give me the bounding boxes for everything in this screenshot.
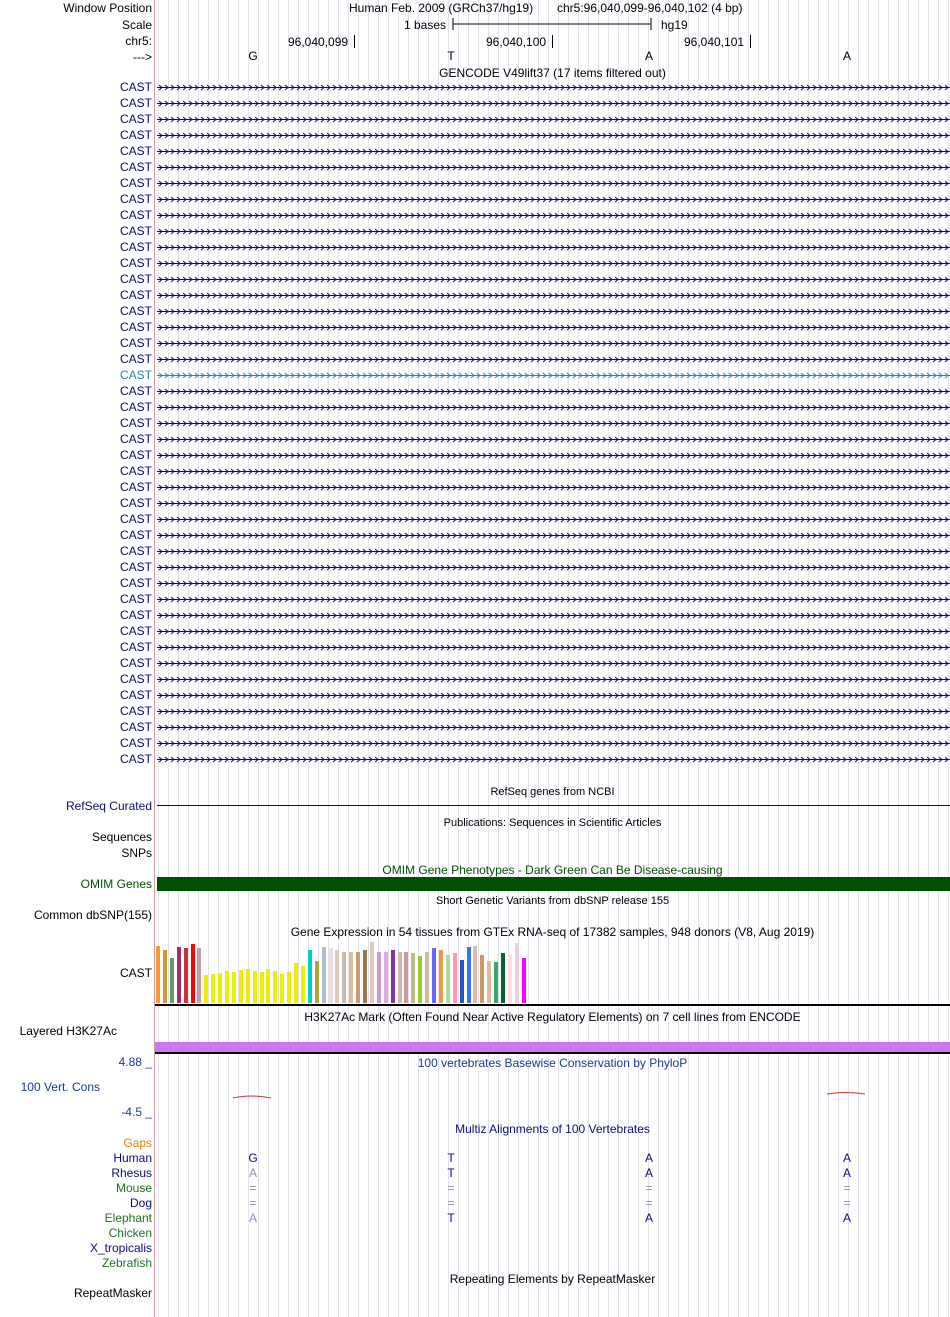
gencode-transcript-label[interactable]: CAST xyxy=(119,592,152,606)
gencode-transcript-line[interactable] xyxy=(157,533,950,538)
gencode-transcript-label[interactable]: CAST xyxy=(119,144,152,158)
gencode-transcript-line[interactable] xyxy=(157,293,950,298)
gencode-transcript-line[interactable] xyxy=(157,549,950,554)
gtex-tissue-bar[interactable] xyxy=(391,950,395,1003)
gtex-tissue-bar[interactable] xyxy=(197,948,201,1003)
common-dbsnp-label[interactable]: Common dbSNP(155) xyxy=(33,908,152,922)
gtex-track-title[interactable]: Gene Expression in 54 tissues from GTEx RNA-seq of 17382 samples, 948 donors (V8, Aug 2019) xyxy=(290,925,815,939)
gtex-tissue-bar[interactable] xyxy=(225,971,229,1003)
gencode-transcript-line[interactable] xyxy=(157,741,950,746)
gtex-tissue-bar[interactable] xyxy=(377,952,381,1003)
gtex-tissue-bar[interactable] xyxy=(315,961,319,1003)
alignment-base: T xyxy=(447,1211,455,1225)
chrom-label: chr5: xyxy=(125,34,152,48)
gencode-transcript-line[interactable] xyxy=(157,437,950,442)
alignment-base: G xyxy=(248,1151,258,1165)
alignment-base: A xyxy=(248,1211,257,1225)
alignment-base: = xyxy=(843,1181,851,1195)
gencode-transcript-label[interactable]: CAST xyxy=(119,672,152,686)
gtex-tissue-bar[interactable] xyxy=(480,955,484,1003)
gencode-transcript-line[interactable] xyxy=(157,101,950,106)
gencode-transcript-line[interactable] xyxy=(157,309,950,314)
gencode-transcript-line[interactable] xyxy=(157,165,950,170)
gencode-transcript-label[interactable]: CAST xyxy=(119,512,152,526)
gencode-transcript-label[interactable]: CAST xyxy=(119,480,152,494)
gencode-transcript-label[interactable]: CAST xyxy=(119,272,152,286)
gtex-tissue-bar[interactable] xyxy=(501,953,505,1003)
coord-label-3: 96,040,101 xyxy=(684,35,745,49)
h3k27ac-track-title[interactable]: H3K27Ac Mark (Often Found Near Active Regulatory Elements) on 7 cell lines from ENCODE xyxy=(304,1010,801,1024)
scale-bar xyxy=(452,17,654,31)
gencode-transcript-line[interactable] xyxy=(157,357,950,362)
alignment-base: A xyxy=(644,1166,653,1180)
gtex-tissue-bar[interactable] xyxy=(280,974,284,1003)
gencode-transcript-line[interactable] xyxy=(157,325,950,330)
gtex-tissue-bar[interactable] xyxy=(163,950,167,1003)
gencode-transcript-label[interactable]: CAST xyxy=(119,528,152,542)
multiz-track-title[interactable]: Multiz Alignments of 100 Vertebrates xyxy=(455,1122,650,1136)
vert-cons-label[interactable]: 100 Vert. Cons xyxy=(20,1080,100,1094)
species-label-dog[interactable]: Dog xyxy=(129,1196,152,1210)
gtex-tissue-bar[interactable] xyxy=(494,962,498,1003)
gencode-transcript-label[interactable]: CAST xyxy=(119,336,152,350)
alignment-base: = xyxy=(249,1181,257,1195)
gtex-tissue-bar[interactable] xyxy=(308,950,312,1003)
gencode-transcript-label[interactable]: CAST xyxy=(119,80,152,94)
gencode-transcript-label[interactable]: CAST xyxy=(119,352,152,366)
gtex-tissue-bar[interactable] xyxy=(522,958,526,1003)
gtex-tissue-bar[interactable] xyxy=(384,952,388,1003)
gtex-tissue-bar[interactable] xyxy=(418,956,422,1003)
gencode-transcript-label[interactable]: CAST xyxy=(119,224,152,238)
dbsnp-track-title[interactable]: Short Genetic Variants from dbSNP release 155 xyxy=(435,895,670,907)
gtex-bar-chart[interactable] xyxy=(156,941,556,1003)
alignment-base: = xyxy=(447,1181,455,1195)
gencode-transcript-line[interactable] xyxy=(157,709,950,714)
phylop-min-label: -4.5 _ xyxy=(121,1105,152,1119)
gencode-transcript-label[interactable]: CAST xyxy=(119,304,152,318)
gtex-tissue-bar[interactable] xyxy=(294,963,298,1003)
gencode-transcript-line[interactable] xyxy=(157,261,950,266)
gencode-transcript-label[interactable]: CAST xyxy=(119,176,152,190)
gencode-transcript-line[interactable] xyxy=(157,213,950,218)
gencode-transcript-line[interactable] xyxy=(157,373,950,378)
scale-value: 1 bases xyxy=(404,18,447,32)
ref-base-2: T xyxy=(447,49,455,63)
gencode-transcript-line[interactable] xyxy=(157,85,950,90)
repeatmasker-track-title[interactable]: Repeating Elements by RepeatMasker xyxy=(449,1272,656,1286)
gtex-tissue-bar[interactable] xyxy=(218,973,222,1003)
assembly-label: hg19 xyxy=(661,18,688,32)
gencode-transcript-line[interactable] xyxy=(157,661,950,666)
gencode-transcript-label[interactable]: CAST xyxy=(119,560,152,574)
gencode-transcript-label[interactable]: CAST xyxy=(119,704,152,718)
gencode-transcript-line[interactable] xyxy=(157,405,950,410)
gtex-tissue-bar[interactable] xyxy=(432,948,436,1003)
gtex-baseline xyxy=(155,1004,950,1006)
gencode-transcript-line[interactable] xyxy=(157,229,950,234)
species-label-x_tropicalis[interactable]: X_tropicalis xyxy=(89,1241,152,1255)
h3k27ac-signal[interactable] xyxy=(155,1042,950,1052)
gencode-transcript-line[interactable] xyxy=(157,197,950,202)
gencode-transcript-line[interactable] xyxy=(157,389,950,394)
h3k27ac-baseline xyxy=(155,1052,950,1054)
alignment-base: = xyxy=(645,1181,653,1195)
ref-base-3: A xyxy=(644,49,653,63)
gtex-tissue-bar[interactable] xyxy=(363,950,367,1003)
gencode-transcript-label[interactable]: CAST xyxy=(119,544,152,558)
gtex-tissue-bar[interactable] xyxy=(446,955,450,1003)
phylop-track-title[interactable]: 100 vertebrates Basewise Conservation by PhyloP xyxy=(417,1056,688,1070)
gencode-transcript-label[interactable]: CAST xyxy=(119,128,152,142)
refseq-track-title[interactable]: RefSeq genes from NCBI xyxy=(490,786,615,798)
gtex-tissue-bar[interactable] xyxy=(335,950,339,1003)
gencode-transcript-line[interactable] xyxy=(157,245,950,250)
gencode-transcript-label[interactable]: CAST xyxy=(119,752,152,766)
omim-genes-label[interactable]: OMIM Genes xyxy=(80,877,152,891)
species-label-chicken[interactable]: Chicken xyxy=(108,1226,152,1240)
publications-track-title[interactable]: Publications: Sequences in Scientific Articles xyxy=(443,817,662,829)
alignment-base: = xyxy=(645,1196,653,1210)
alignment-base: = xyxy=(447,1196,455,1210)
gtex-tissue-bar[interactable] xyxy=(156,946,160,1003)
gtex-tissue-bar[interactable] xyxy=(515,943,519,1003)
gtex-tissue-bar[interactable] xyxy=(170,958,174,1003)
gencode-transcript-label[interactable]: CAST xyxy=(119,96,152,110)
alignment-base: = xyxy=(843,1196,851,1210)
gencode-transcript-label[interactable]: CAST xyxy=(119,624,152,638)
gencode-transcript-line[interactable] xyxy=(157,277,950,282)
alignment-base: = xyxy=(249,1196,257,1210)
gtex-tissue-bar[interactable] xyxy=(260,972,264,1003)
gencode-transcript-label[interactable]: CAST xyxy=(119,416,152,430)
gencode-track-title[interactable]: GENCODE V49lift37 (17 items filtered out) xyxy=(439,66,666,80)
gencode-transcript-label[interactable]: CAST xyxy=(119,736,152,750)
gencode-transcript-line[interactable] xyxy=(157,117,950,122)
strand-label: ---> xyxy=(133,50,152,64)
gencode-transcript-line[interactable] xyxy=(157,501,950,506)
species-label-rhesus[interactable]: Rhesus xyxy=(111,1166,152,1180)
gtex-tissue-bar[interactable] xyxy=(460,960,464,1003)
gencode-transcript-label[interactable]: CAST xyxy=(119,400,152,414)
gtex-gene-label[interactable]: CAST xyxy=(119,966,152,980)
genome-title: Human Feb. 2009 (GRCh37/hg19) xyxy=(349,1,534,15)
gtex-tissue-bar[interactable] xyxy=(487,961,491,1003)
gtex-tissue-bar[interactable] xyxy=(246,969,250,1003)
gencode-transcript-line[interactable] xyxy=(157,677,950,682)
gtex-tissue-bar[interactable] xyxy=(473,946,477,1003)
gtex-tissue-bar[interactable] xyxy=(370,942,374,1003)
gtex-tissue-bar[interactable] xyxy=(322,947,326,1003)
position-text[interactable]: chr5:96,040,099-96,040,102 (4 bp) xyxy=(557,1,743,15)
gencode-transcript-label[interactable]: CAST xyxy=(119,464,152,478)
gtex-tissue-bar[interactable] xyxy=(232,972,236,1003)
gencode-transcript-line[interactable] xyxy=(157,645,950,650)
gtex-tissue-bar[interactable] xyxy=(356,952,360,1003)
coord-tick-2 xyxy=(552,35,553,48)
gencode-transcript-label[interactable]: CAST xyxy=(119,720,152,734)
gencode-transcript-label[interactable]: CAST xyxy=(119,112,152,126)
coord-tick-1 xyxy=(354,35,355,48)
alignment-base: A xyxy=(842,1151,851,1165)
alignment-base: T xyxy=(447,1151,455,1165)
gencode-transcript-line[interactable] xyxy=(157,469,950,474)
gencode-transcripts xyxy=(155,80,950,784)
gencode-transcript-line[interactable] xyxy=(157,725,950,730)
repeatmasker-label[interactable]: RepeatMasker xyxy=(73,1286,152,1300)
gtex-tissue-bar[interactable] xyxy=(273,971,277,1003)
gencode-transcript-label[interactable]: CAST xyxy=(119,240,152,254)
gencode-transcript-label[interactable]: CAST xyxy=(119,288,152,302)
gencode-transcript-line[interactable] xyxy=(157,581,950,586)
alignment-base: A xyxy=(644,1151,653,1165)
species-label-human[interactable]: Human xyxy=(113,1151,152,1165)
gtex-tissue-bar[interactable] xyxy=(204,975,208,1003)
gtex-tissue-bar[interactable] xyxy=(404,952,408,1003)
gencode-transcript-label[interactable]: CAST xyxy=(119,192,152,206)
gencode-transcript-label[interactable]: CAST xyxy=(119,368,152,382)
gencode-transcript-label[interactable]: CAST xyxy=(119,640,152,654)
gencode-transcript-line[interactable] xyxy=(157,693,950,698)
gencode-transcript-label[interactable]: CAST xyxy=(119,256,152,270)
gtex-tissue-bar[interactable] xyxy=(211,974,215,1003)
species-label-mouse[interactable]: Mouse xyxy=(115,1181,152,1195)
gtex-tissue-bar[interactable] xyxy=(342,952,346,1003)
gencode-transcript-label[interactable]: CAST xyxy=(119,656,152,670)
phylop-signal[interactable] xyxy=(155,1090,950,1102)
alignment-base: A xyxy=(644,1211,653,1225)
gtex-tissue-bar[interactable] xyxy=(411,953,415,1003)
gtex-tissue-bar[interactable] xyxy=(398,952,402,1003)
ref-base-4: A xyxy=(842,49,851,63)
gencode-transcript-line[interactable] xyxy=(157,565,950,570)
gtex-tissue-bar[interactable] xyxy=(349,952,353,1003)
gencode-transcript-line[interactable] xyxy=(157,757,950,762)
coord-label-1: 96,040,099 xyxy=(288,35,349,49)
gencode-transcript-line[interactable] xyxy=(157,341,950,346)
species-label-elephant[interactable]: Elephant xyxy=(104,1211,152,1225)
gtex-tissue-bar[interactable] xyxy=(177,947,181,1003)
gencode-transcript-line[interactable] xyxy=(157,149,950,154)
alignment-base: A xyxy=(248,1166,257,1180)
gencode-transcript-label[interactable]: CAST xyxy=(119,608,152,622)
gencode-transcript-line[interactable] xyxy=(157,133,950,138)
gencode-transcript-label[interactable]: CAST xyxy=(119,320,152,334)
gtex-tissue-bar[interactable] xyxy=(425,952,429,1003)
gencode-transcript-line[interactable] xyxy=(157,517,950,522)
refseq-line[interactable] xyxy=(157,805,950,806)
gencode-transcript-label[interactable]: CAST xyxy=(119,576,152,590)
alignment-base: A xyxy=(842,1211,851,1225)
gencode-transcript-label[interactable]: CAST xyxy=(119,496,152,510)
sidebar-border xyxy=(154,0,155,1317)
gencode-transcript-label[interactable]: CAST xyxy=(119,448,152,462)
gencode-transcript-label[interactable]: CAST xyxy=(119,160,152,174)
gencode-transcript-label[interactable]: CAST xyxy=(119,384,152,398)
omim-bar[interactable] xyxy=(157,877,950,891)
gtex-tissue-bar[interactable] xyxy=(184,948,188,1003)
gtex-tissue-bar[interactable] xyxy=(253,971,257,1003)
gencode-transcript-label[interactable]: CAST xyxy=(119,432,152,446)
gencode-transcript-line[interactable] xyxy=(157,181,950,186)
gencode-transcript-label[interactable]: CAST xyxy=(119,688,152,702)
gtex-tissue-bar[interactable] xyxy=(191,944,195,1003)
gencode-transcript-label[interactable]: CAST xyxy=(119,208,152,222)
gtex-tissue-bar[interactable] xyxy=(287,972,291,1003)
coord-label-2: 96,040,100 xyxy=(486,35,547,49)
gtex-tissue-bar[interactable] xyxy=(508,955,512,1003)
window-position-label: Window Position xyxy=(63,1,152,15)
gtex-tissue-bar[interactable] xyxy=(467,947,471,1003)
gtex-tissue-bar[interactable] xyxy=(239,970,243,1003)
ref-base-1: G xyxy=(248,49,258,63)
gtex-tissue-bar[interactable] xyxy=(301,966,305,1003)
gencode-transcript-line[interactable] xyxy=(157,421,950,426)
gencode-transcript-line[interactable] xyxy=(157,453,950,458)
gtex-tissue-bar[interactable] xyxy=(453,953,457,1003)
phylop-max-label: 4.88 _ xyxy=(118,1055,152,1069)
sequences-label[interactable]: Sequences xyxy=(91,830,152,844)
gtex-tissue-bar[interactable] xyxy=(266,969,270,1003)
alignment-base: T xyxy=(447,1166,455,1180)
snps-label[interactable]: SNPs xyxy=(121,846,152,860)
gencode-transcript-line[interactable] xyxy=(157,485,950,490)
scale-label: Scale xyxy=(121,18,152,32)
gencode-transcript-line[interactable] xyxy=(157,597,950,602)
refseq-curated-label[interactable]: RefSeq Curated xyxy=(65,799,152,813)
gtex-tissue-bar[interactable] xyxy=(329,948,333,1003)
gtex-tissue-bar[interactable] xyxy=(439,950,443,1003)
gaps-label: Gaps xyxy=(123,1136,152,1150)
coord-tick-3 xyxy=(750,35,751,48)
omim-track-title[interactable]: OMIM Gene Phenotypes - Dark Green Can Be Disease-causing xyxy=(382,863,723,877)
species-label-zebrafish[interactable]: Zebrafish xyxy=(101,1256,152,1270)
gencode-transcript-line[interactable] xyxy=(157,629,950,634)
gencode-transcript-line[interactable] xyxy=(157,613,950,618)
alignment-base: A xyxy=(842,1166,851,1180)
layered-h3k27ac-label[interactable]: Layered H3K27Ac xyxy=(19,1024,117,1038)
